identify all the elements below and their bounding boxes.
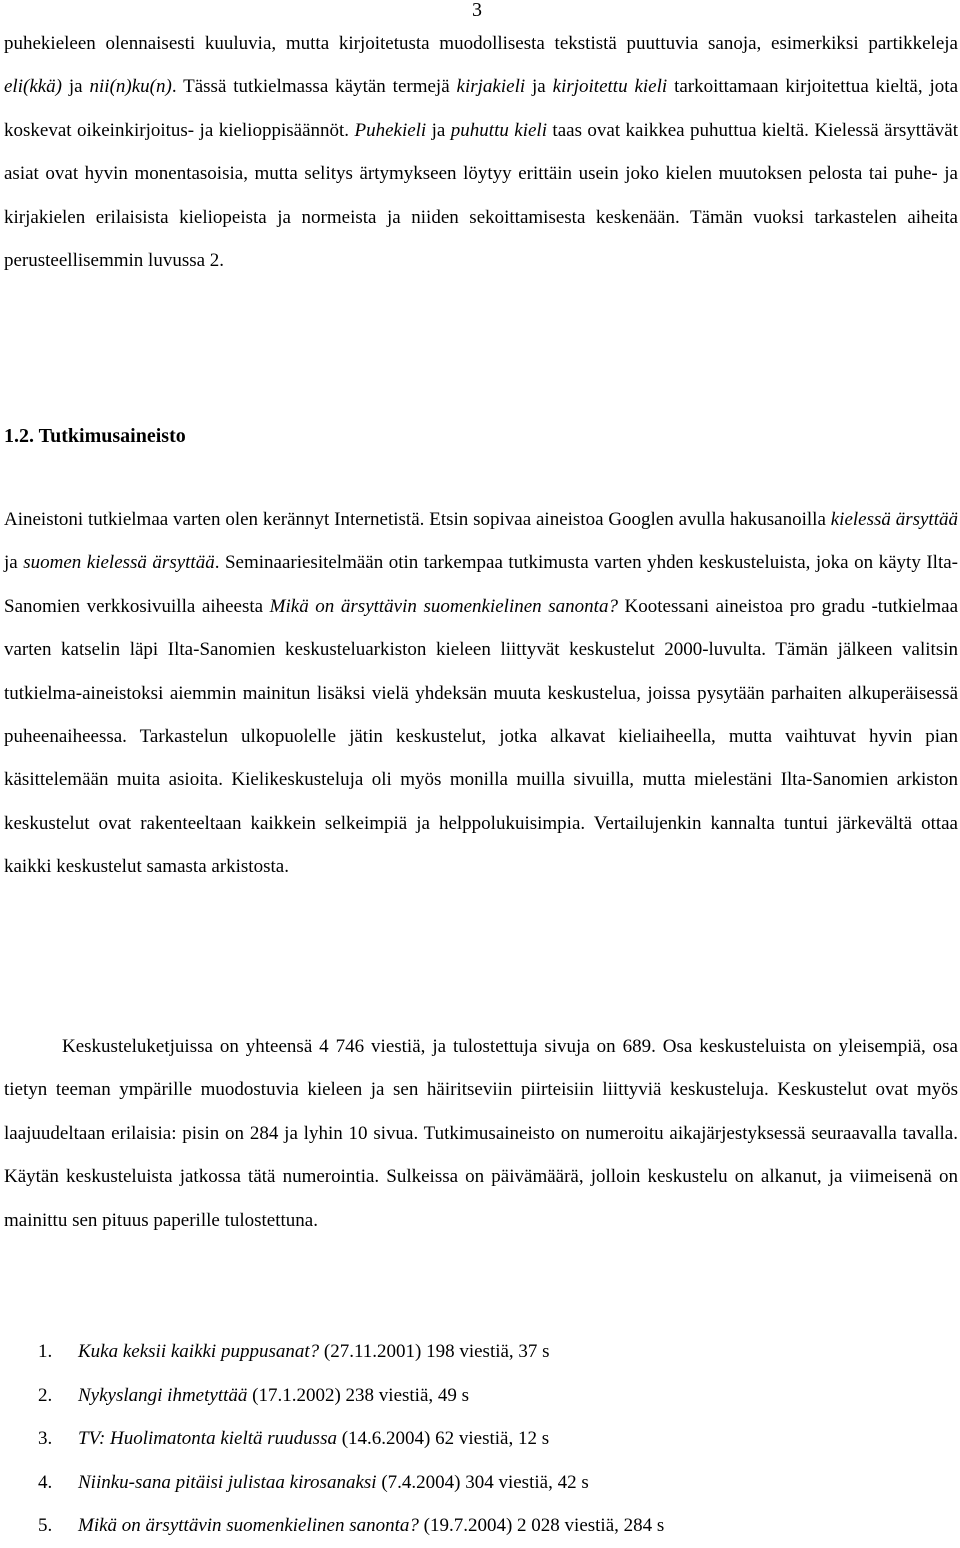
- list-item-title: Niinku-sana pitäisi julistaa kirosanaksi: [78, 1471, 377, 1493]
- list-item-details: (7.4.2004) 304 viestiä, 42 s: [376, 1471, 589, 1493]
- list-item: [0, 1504, 960, 1548]
- text-run: Kootessani aineistoa pro gradu -tutkielmaa varten katselin läpi Ilta-Sanomien keskusteluarkiston kieleen liittyvät keskustelut 2000-luvulta. Tämän jälkeen valitsin tutkielma-aineistoksi aiemmin mainitun lisäksi vielä yhdeksän muuta keskustelua, joissa pysytään parhaiten alkuperäisessä puheenaiheessa. Tarkastelun ulkopuolelle jätin keskustelut, jotka alkavat kieliaiheella, mutta vaihtuvat hyvin pian käsittelemään muita asioita. Kielikeskusteluja oli myös monilla muilla sivuilla, mutta mielestäni Ilta-Sanomien arkiston keskustelut ovat rakenteeltaan kaikkein selkeimpiä ja helppolukuisimpia. Vertailujenkin kannalta tuntui järkevältä ottaa kaikki keskustelut samasta arkistosta.: [4, 595, 958, 878]
- italic-term: kirjakieli: [456, 76, 526, 98]
- list-item: [0, 1374, 960, 1418]
- italic-term: eli(kkä): [4, 76, 63, 98]
- text-run: ja: [4, 552, 24, 574]
- list-item-text: [78, 1417, 549, 1461]
- list-item: [0, 1417, 960, 1461]
- list-item-text: [78, 1374, 469, 1418]
- list-item-number: 1.: [38, 1341, 53, 1362]
- list-item-title: TV: Huolimatonta kieltä ruudussa: [78, 1428, 337, 1449]
- text-run: Aineistoni tutkielmaa varten olen kerännyt Internetistä. Etsin sopivaa aineistoa Googlen avulla hakusanoilla: [4, 509, 831, 530]
- list-item-title: Nykyslangi ihmetyttää: [78, 1384, 248, 1406]
- text-run: ja: [426, 119, 451, 141]
- italic-term: Puhekieli: [354, 119, 427, 141]
- list-item-text: [78, 1330, 550, 1374]
- list-item-text: [78, 1504, 664, 1548]
- list-item-details: (19.7.2004) 2 028 viestiä, 284 s: [418, 1515, 665, 1536]
- text-run: . Seminaariesitelmään otin tarkempaa tutkimusta varten yhden keskusteluista, joka on käyty Ilta-Sanomien verkkosivuilla aiheesta: [4, 552, 958, 617]
- list-item-title: Kuka keksii kaikki puppusanat?: [78, 1341, 320, 1362]
- list-item-details: (17.1.2002) 238 viestiä, 49 s: [247, 1384, 470, 1406]
- intro-paragraph: [4, 22, 958, 282]
- list-item-details: (14.6.2004) 62 viestiä, 12 s: [336, 1428, 550, 1449]
- text-run: Keskusteluketjuissa on yhteensä 4 746 viestiä, ja tulostettuja sivuja on 689. Osa keskusteluista on yleisempiä, osa tietyn teeman ympärille muodostuvia kieleen ja sen häiritseviin piirteisiin liittyviä keskusteluja. Keskustelut ovat myös laajuudeltaan erilaisia: pisin on 284 ja lyhin 10 sivua. Tutkimusaineisto on numeroitu aikajärjestyksessä seuraavalla tavalla. Käytän keskusteluista jatkossa tätä numerointia. Sulkeissa on päivämäärä, jolloin keskustelu on alkanut, ja viimeisenä on mainittu sen pituus paperille tulostettuna.: [4, 1036, 958, 1231]
- list-item-number: 3.: [38, 1428, 53, 1449]
- italic-term: Mikä on ärsyttävin suomenkielinen sanonta?: [269, 595, 618, 617]
- italic-term: suomen kielessä ärsyttää: [23, 552, 215, 574]
- text-run: puhekieleen olennaisesti kuuluvia, mutta kirjoitetusta muodollisesta tekstistä puuttuvia sanoja, esimerkiksi partikkeleja: [4, 33, 958, 54]
- list-item-title: Mikä on ärsyttävin suomenkielinen sanonta?: [78, 1515, 419, 1536]
- text-run: ja: [62, 76, 90, 98]
- text-run: tarkoittamaan kirjoitettua kieltä, jota koskevat oikeinkirjoitus- ja kielioppisäännöt.: [4, 76, 958, 141]
- list-item-text: [78, 1461, 589, 1505]
- text-run: taas ovat kaikkea puhuttua kieltä. Kielessä ärsyttävät asiat ovat hyvin monentasoisia, mutta selitys ärtymykseen löytyy erittäin usein joko kielen muutoksen pelosta tai puhe- ja kirjakielen erilaisista kieliopeista ja normeista ja niiden sekoittamisesta keskenään. Tämän vuoksi tarkastelen aiheita perusteellisemmin luvussa 2.: [4, 119, 959, 272]
- list-item-number: 2.: [38, 1384, 53, 1406]
- statistics-paragraph: [4, 1025, 958, 1242]
- list-item-details: (27.11.2001) 198 viestiä, 37 s: [319, 1341, 550, 1362]
- page-number: 3: [472, 0, 482, 21]
- text-run: . Tässä tutkielmassa käytän termejä: [171, 76, 457, 98]
- text-run: ja: [525, 76, 553, 98]
- source-list: [0, 1330, 960, 1548]
- list-item: [0, 1330, 960, 1374]
- italic-term: nii(n)ku(n): [89, 76, 172, 98]
- list-item: [0, 1461, 960, 1505]
- list-item-number: 5.: [38, 1515, 53, 1536]
- section-heading: 1.2. Tutkimusaineisto: [4, 425, 186, 447]
- italic-term: kirjoitettu kieli: [552, 76, 668, 98]
- italic-term: kielessä ärsyttää: [830, 509, 958, 530]
- material-paragraph: [4, 498, 958, 889]
- italic-term: puhuttu kieli: [450, 119, 547, 141]
- list-item-number: 4.: [38, 1471, 53, 1493]
